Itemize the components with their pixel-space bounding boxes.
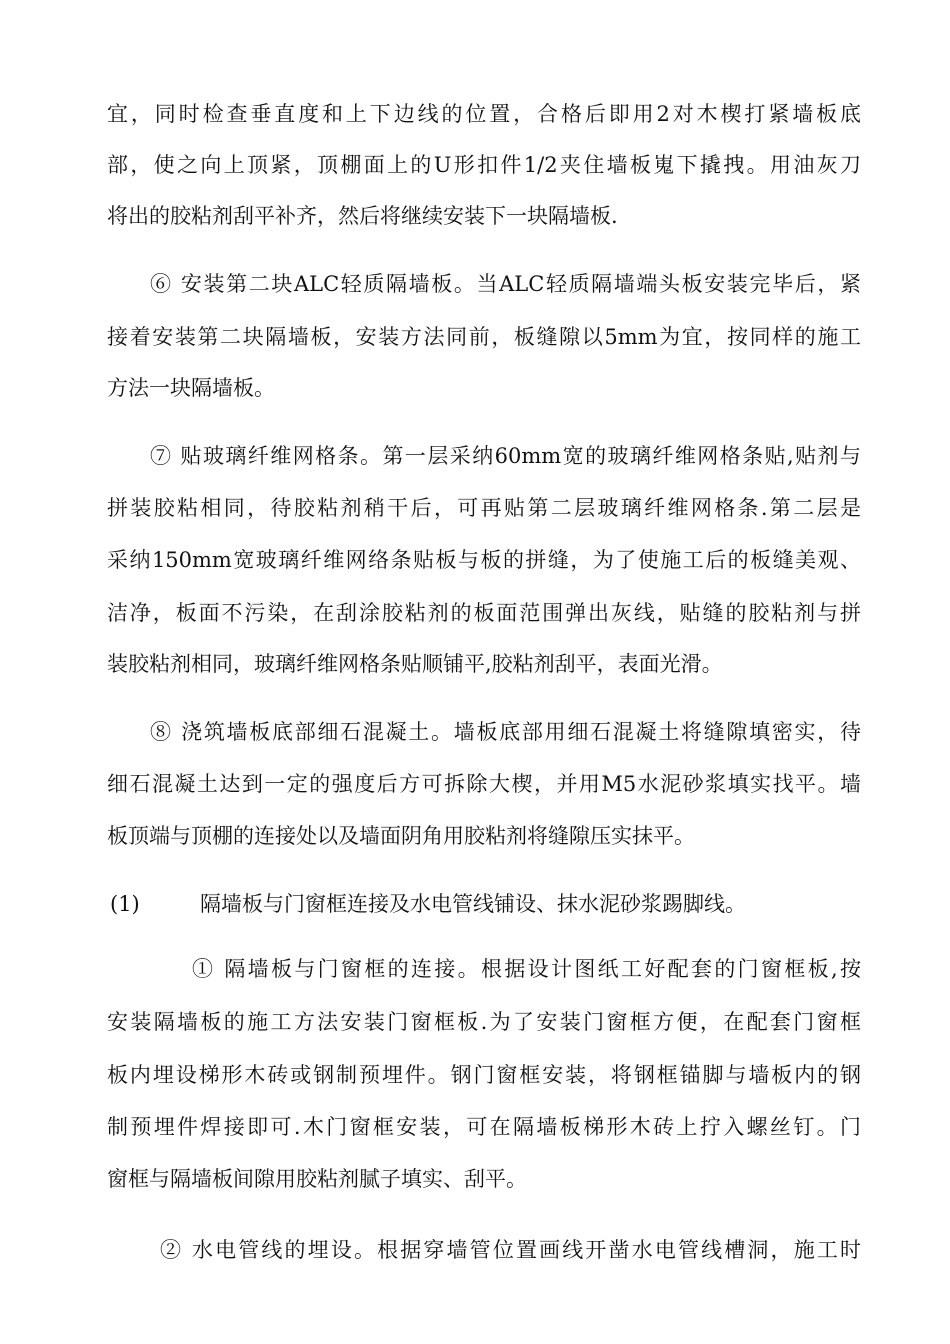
text-line: 拼装胶粘相同，待胶粘剂稍干后，可再贴第二层玻璃纤维网格条.第二层是	[107, 496, 861, 520]
text-line: 接着安装第二块隔墙板，安装方法同前，板缝隙以5mm为宜，按同样的施工	[107, 325, 861, 349]
section-number: (1)	[110, 892, 140, 916]
text-line: 制预埋件焊接即可.木门窗框安装，可在隔墙板梯形木砖上拧入螺丝钉。门	[107, 1115, 861, 1139]
text-line: ⑥ 安装第二块ALC轻质隔墙板。当ALC轻质隔墙端头板安装完毕后，紧	[150, 272, 861, 296]
text-line: 部，使之向上顶紧，顶棚面上的U形扣件1/2夹住墙板嵬下撬拽。用油灰刀	[107, 153, 861, 177]
text-line: 细石混凝土达到一定的强度后方可拆除大楔，并用M5水泥砂浆填实找平。墙	[107, 772, 861, 796]
text-line: 板内埋设梯形木砖或钢制预埋件。钢门窗框安装，将钢框锚脚与墙板内的钢	[107, 1063, 861, 1087]
text-line: 将出的胶粘剂刮平补齐，然后将继续安装下一块隔墙板.	[107, 204, 618, 228]
text-line: 采纳150mm宽玻璃纤维网络条贴板与板的拼缝，为了使施工后的板缝美观、	[107, 548, 861, 572]
text-line: ① 隔墙板与门窗框的连接。根据设计图纸工好配套的门窗框板,按	[192, 957, 861, 981]
text-line: 方法一块隔墙板。	[107, 376, 275, 400]
text-line: 板顶端与顶棚的连接处以及墙面阴角用胶粘剂将缝隙压实抹平。	[107, 824, 695, 848]
text-line: ⑧ 浇筑墙板底部细石混凝土。墙板底部用细石混凝土将缝隙填密实，待	[150, 720, 861, 744]
text-line: ② 水电管线的埋设。根据穿墙管位置画线开凿水电管线槽洞，施工时	[160, 1238, 861, 1262]
text-line: 宜，同时检查垂直度和上下边线的位置，合格后即用2对木楔打紧墙板底	[107, 102, 861, 126]
section-heading: 隔墙板与门窗框连接及水电管线铺设、抹水泥砂浆踢脚线。	[200, 892, 746, 916]
text-line: 安装隔墙板的施工方法安装门窗框板.为了安装门窗框方便，在配套门窗框	[107, 1010, 861, 1034]
text-line: 洁净，板面不污染，在刮涂胶粘剂的板面范围弹出灰线，贴缝的胶粘剂与拼	[107, 601, 861, 625]
text-line: 窗框与隔墙板间隙用胶粘剂腻子填实、刮平。	[107, 1167, 527, 1191]
text-line: ⑦ 贴玻璃纤维网格条。第一层采纳60mm宽的玻璃纤维网格条贴,贴剂与	[150, 444, 861, 468]
text-line: 装胶粘剂相同，玻璃纤维网格条贴顺铺平,胶粘剂刮平，表面光滑。	[107, 652, 723, 676]
